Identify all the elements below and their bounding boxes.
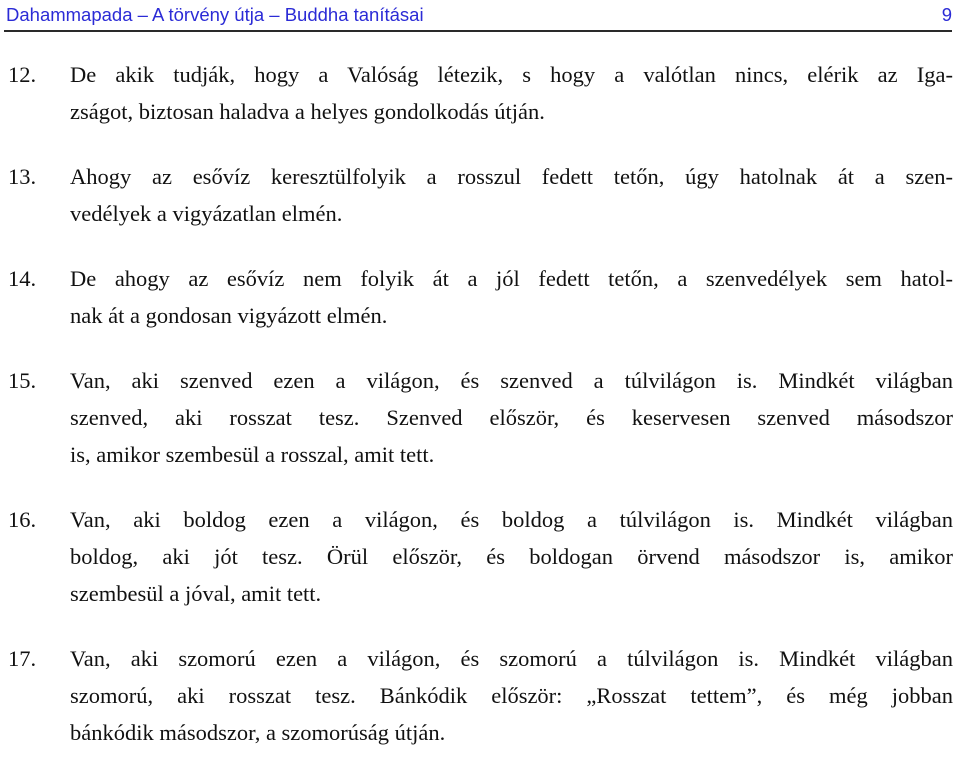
verse-list: [0, 56, 960, 779]
verse-line: De ahogy az esővíz nem folyik át a jól fedett tetőn, a szenvedélyek sem hatol-: [70, 266, 953, 291]
verse-text: [70, 158, 953, 232]
verse-line: Ahogy az esővíz keresztülfolyik a rosszul fedett tetőn, úgy hatolnak át a szen-: [70, 164, 953, 189]
verse-line: szembesül a jóval, amit tett.: [70, 581, 322, 606]
verse-text: [70, 260, 953, 334]
verse-text: [70, 56, 953, 130]
verse-16: [0, 501, 960, 612]
verse-line: De akik tudják, hogy a Valóság létezik, s hogy a valótlan nincs, elérik az Iga-: [70, 62, 953, 87]
verse-text: [70, 640, 953, 751]
verse-line: bánkódik másodszor, a szomorúság útján.: [70, 720, 446, 745]
verse-line: is, amikor szembesül a rosszal, amit tett.: [70, 442, 435, 467]
verse-number: 15.: [8, 368, 37, 393]
verse-line: Van, aki boldog ezen a világon, és boldog a túlvilágon is. Mindkét világban: [70, 507, 953, 532]
verse-line: Van, aki szenved ezen a világon, és szenved a túlvilágon is. Mindkét világban: [70, 368, 953, 393]
verse-number: 13.: [8, 164, 37, 189]
verse-number: 12.: [8, 62, 37, 87]
header-title: Dahammapada – A törvény útja – Buddha tanításai: [6, 4, 424, 25]
page-number: 9: [941, 4, 952, 25]
verse-line: Van, aki szomorú ezen a világon, és szomorú a túlvilágon is. Mindkét világban: [70, 646, 953, 671]
verse-line: zságot, biztosan haladva a helyes gondolkodás útján.: [70, 99, 545, 124]
running-header: [4, 2, 952, 32]
verse-14: [0, 260, 960, 334]
verse-line: boldog, aki jót tesz. Örül először, és boldogan örvend másodszor is, amikor: [70, 544, 953, 569]
verse-line: vedélyek a vigyázatlan elmén.: [70, 201, 343, 226]
verse-13: [0, 158, 960, 232]
verse-15: [0, 362, 960, 473]
verse-line: szenved, aki rosszat tesz. Szenved először, és keservesen szenved másodszor: [70, 405, 953, 430]
verse-number: 17.: [8, 646, 37, 671]
verse-number: 16.: [8, 507, 37, 532]
verse-text: [70, 362, 953, 473]
verse-line: nak át a gondosan vigyázott elmén.: [70, 303, 388, 328]
verse-12: [0, 56, 960, 130]
verse-17: [0, 640, 960, 751]
verse-line: szomorú, aki rosszat tesz. Bánkódik először: „Rosszat tettem”, és még jobban: [70, 683, 953, 708]
verse-number: 14.: [8, 266, 37, 291]
verse-text: [70, 501, 953, 612]
